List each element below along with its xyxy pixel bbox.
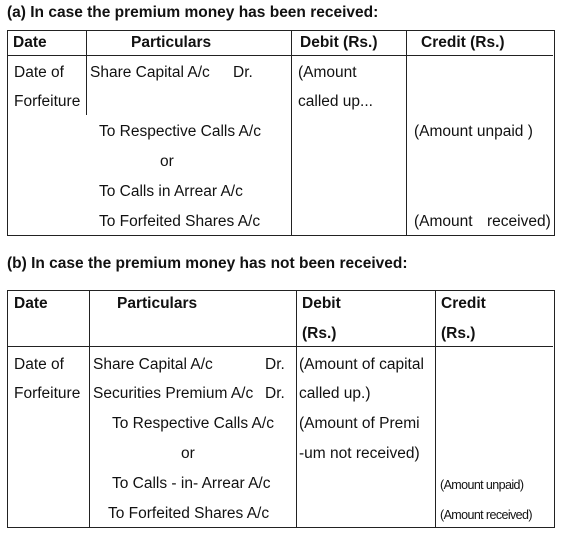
table-a-credit-divider: [406, 30, 407, 235]
particulars-line-4: To Forfeited Shares A/c: [99, 213, 261, 230]
credit-received-1: (Amount: [414, 213, 473, 230]
table-a-date-divider-lower: [86, 86, 87, 115]
table-a-debit-divider: [291, 30, 292, 235]
table-b-date-divider: [89, 290, 90, 527]
header-debit-unit: (Rs.): [302, 325, 337, 342]
particulars-line-2: or: [181, 445, 195, 462]
debit-line-1: (Amount: [298, 64, 357, 81]
date-line-1: Date of: [14, 356, 64, 373]
particulars-dr-1: Dr.: [265, 356, 285, 373]
date-line-2: Forfeiture: [14, 93, 81, 110]
table-b-debit-divider: [296, 290, 297, 527]
particulars-line-4: To Forfeited Shares A/c: [108, 505, 270, 522]
header-particulars: Particulars: [131, 34, 212, 51]
particulars-line-1: To Respective Calls A/c: [99, 123, 261, 140]
particulars-line-1: To Respective Calls A/c: [112, 415, 274, 432]
date-line-1: Date of: [14, 64, 64, 81]
credit-received: (Amount received): [440, 508, 532, 522]
credit-unpaid: (Amount unpaid): [440, 478, 524, 492]
section-b-heading: (b) In case the premium money has not been received:: [7, 255, 408, 272]
particulars-line-3: To Calls - in- Arrear A/c: [112, 475, 271, 492]
particulars-dr: Dr.: [233, 64, 253, 81]
credit-received-2: received): [487, 213, 551, 230]
header-credit: Credit (Rs.): [421, 34, 505, 51]
header-date: Date: [13, 34, 47, 51]
particulars-line-2: or: [160, 153, 174, 170]
header-debit: Debit (Rs.): [300, 34, 378, 51]
debit-line-3: (Amount of Premi: [299, 415, 420, 432]
particulars-account-2: Securities Premium A/c: [93, 385, 254, 402]
header-credit-unit: (Rs.): [441, 325, 476, 342]
header-particulars: Particulars: [117, 295, 198, 312]
debit-line-4: -um not received): [299, 445, 420, 462]
header-credit: Credit: [441, 295, 486, 312]
header-debit: Debit: [302, 295, 341, 312]
header-date: Date: [14, 295, 48, 312]
particulars-dr-2: Dr.: [265, 385, 285, 402]
date-line-2: Forfeiture: [14, 385, 81, 402]
credit-unpaid: (Amount unpaid ): [414, 123, 533, 140]
table-a-date-divider: [86, 30, 87, 86]
table-b-credit-divider: [435, 290, 436, 527]
particulars-account-1: Share Capital A/c: [93, 356, 213, 373]
particulars-line-3: To Calls in Arrear A/c: [99, 183, 243, 200]
debit-line-2: called up.): [299, 385, 371, 402]
debit-line-1: (Amount of capital: [299, 356, 424, 373]
debit-line-2: called up...: [298, 93, 373, 110]
table-a-header-divider: [7, 55, 553, 56]
particulars-account: Share Capital A/c: [90, 64, 210, 81]
section-a-heading: (a) In case the premium money has been received:: [7, 4, 379, 21]
